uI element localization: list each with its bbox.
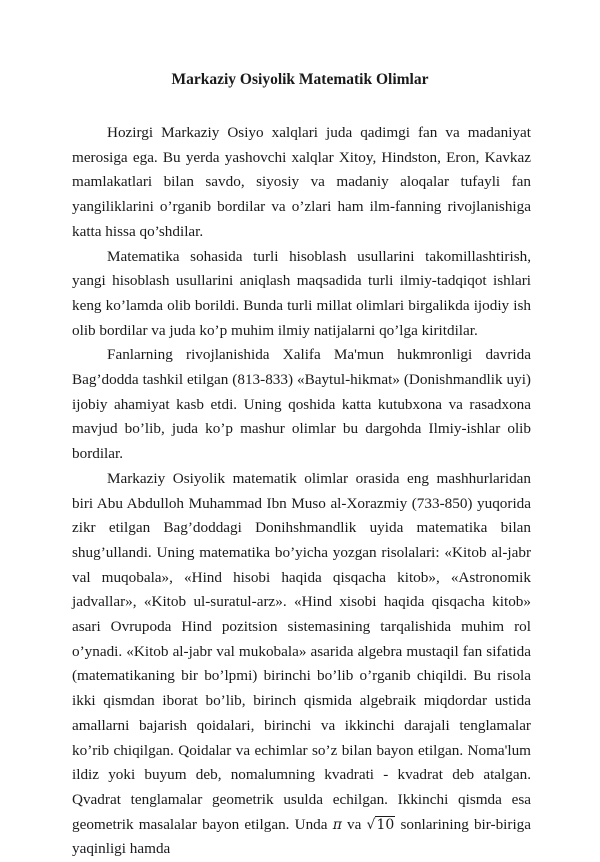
page-title: Markaziy Osiyolik Matematik Olimlar [171,71,429,88]
paragraph-4-text: Markaziy Osiyolik matematik olimlar orasida eng mashhurlaridan biri Abu Abdulloh Muhammad Ibn Muso al-Xorazmiy (733-850) yuqorida zikr etilgan Bag’doddagi Donihshmandlik uyida matematika bilan shug’ullandi. Uning matematika bo’yicha yozgan risolalari: «Kitob al-jabr val muqobala», «Hind hisobi haqida qisqacha kitob», «Astronomik jadvallar», «Kitob ul-suratul-arz». «Hind xisobi haqida qisqacha kitob» asari Ovrupoda Hind pozitsion sistemasining tarqalishida muhim rol o’ynadi. «Kitob al-jabr val mukobala» asarida algebra mustaqil fan sifatida (matematikaning bir bo’lpmi) birinchi bo’lib o’rganib chiqildi. Bu risola ikki qismdan iborat bo’lib, birinch qismida algebraik miqdordar ustida amallarni bajarish qoidalari, birinchi va ikkinchi darajali tenglamalar ko’rib chiqilgan. Qoidalar va echimlar so’z bilan bayon etilgan. Noma'lum ildiz yoki buyum deb, nomalumning kvadrati - kvadrat deb atalgan. Qvadrat tenglamalar geometrik usulda echilgan. Ikkinchi qismda esa geometrik masalalar bayon etilgan. Unda [72,469,531,833]
pi-symbol: π [332,816,342,833]
sqrt-sign: √ [366,816,376,833]
sqrt-radicand: 10 [376,816,395,833]
paragraph-2: Matematika sohasida turli hisoblash usullarini takomillashtirish, yangi hisoblash usullarini aniqlash maqsadida turli ilmiy-tadqiqot ishlari keng ko’lamda olib borildi. Bunda turli millat olimlari birgalikda ijodiy ish olib bordilar va juda ko’p muhim ilmiy natijalarni qo’lga kiritdilar. [72,247,531,339]
paragraph-3: Fanlarning rivojlanishida Xalifa Ma'mun hukmronligi davrida Bag’dodda tashkil etilgan (813-833) «Baytul-hikmat» (Donishmandlik uyi) ijobiy ahamiyat kasb etdi. Uning qoshida katta kutubxona va rasadxona mavjud bo’lib, juda ko’p mashur olimlar bu dargohda Ilmiy-ishlar olib bordilar. [72,346,531,463]
document-body [72,121,531,862]
paragraph-4 [72,467,531,862]
paragraph-1: Hozirgi Markaziy Osiyo xalqlari juda qadimgi fan va madaniyat merosiga ega. Bu yerda yashovchi xalqlar Xitoy, Hindston, Eron, Kavkaz mamlakatlari bilan savdo, siyosiy va madaniy aloqalar tufayli fan yangiliklarini o’rganib bordilar va o’zlari ham ilm-fanning rivojlanishiga katta hissa qo’shdilar. [72,124,531,240]
conjunction-text: va [347,815,362,833]
sqrt-expression [367,816,396,833]
paragraph-4-tail: sonlarining bir-biriga yaqinligi hamda [72,815,531,858]
